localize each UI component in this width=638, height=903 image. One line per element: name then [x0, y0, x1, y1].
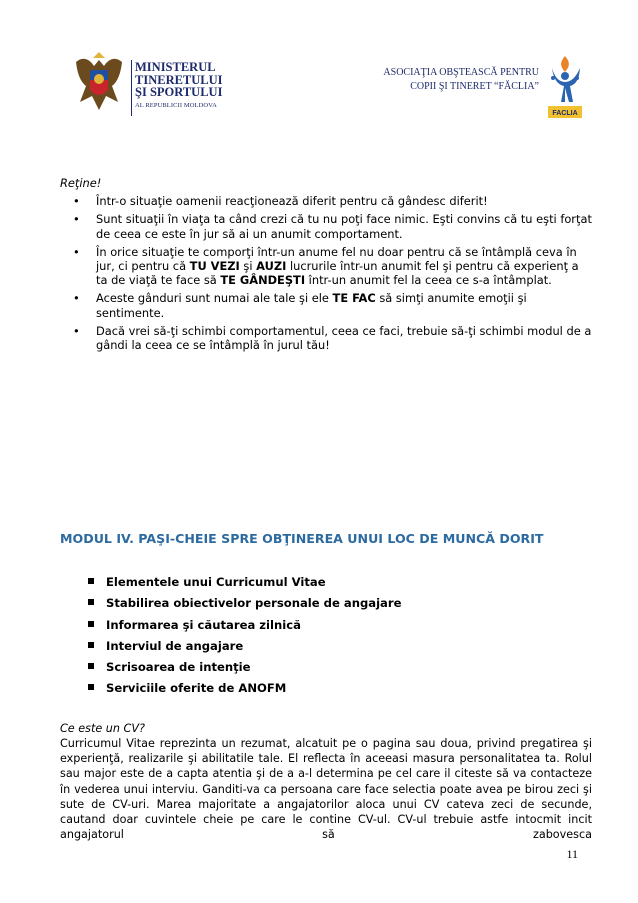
- association-line: ASOCIAŢIA OBŞTEASCĂ PENTRU: [383, 67, 539, 78]
- emphasis-text: TE GÂNDEŞTI: [220, 273, 306, 288]
- bullet-text: Într-o situaţie oamenii reacţionează diferit pentru că gândesc diferit!: [96, 194, 488, 209]
- square-bullet-icon: [88, 599, 94, 605]
- ministry-divider: [131, 60, 132, 116]
- page-header: [0, 0, 638, 130]
- module-title: MODUL IV. PAŞI-CHEIE SPRE OBŢINEREA UNUI LOC DE MUNCĂ DORIT: [60, 531, 544, 546]
- page-number: 11: [566, 847, 578, 861]
- retine-bullet-item: [60, 324, 592, 352]
- faclia-logo-icon: [544, 54, 586, 120]
- ministry-title: [135, 61, 223, 112]
- cv-question: Ce este un CV?: [60, 722, 145, 735]
- module-topic-item: [88, 639, 401, 660]
- ministry-line: TINERETULUI: [135, 72, 223, 87]
- module-topic-label: Informarea şi căutarea zilnică: [106, 617, 301, 632]
- square-bullet-icon: [88, 578, 94, 584]
- module-topic-label: Elementele unui Curricumul Vitae: [106, 575, 326, 589]
- bullet-text: Aceste gânduri sunt numai ale tale şi ele: [96, 291, 333, 306]
- module-topic-list: [88, 575, 401, 703]
- module-topic-label: Serviciile oferite de ANOFM: [106, 681, 287, 696]
- retine-bullet-item: [60, 194, 592, 208]
- module-topic-item: [88, 596, 401, 617]
- bullet-text: într-un anumit fel la ceea ce s-a întâmplat.: [305, 273, 552, 288]
- bullet-text: să simţi anumite emoţii şi sentimente.: [96, 291, 527, 320]
- emphasis-text: AUZI: [256, 259, 287, 274]
- square-bullet-icon: [88, 684, 94, 690]
- emphasis-text: TE FAC: [332, 291, 376, 306]
- retine-bullet-item: [60, 291, 592, 319]
- retine-heading: Reţine!: [60, 176, 102, 190]
- retine-bullet-item: [60, 212, 592, 240]
- module-topic-item: [88, 618, 401, 639]
- module-topic-item: [88, 575, 401, 596]
- module-topic-label: Interviul de angajare: [106, 638, 244, 653]
- module-topic-item: [88, 681, 401, 702]
- square-bullet-icon: [88, 621, 94, 627]
- logo-caption: FACLIA: [552, 110, 578, 117]
- retine-section: [60, 176, 592, 356]
- square-bullet-icon: [88, 663, 94, 669]
- moldova-coat-of-arms-icon: [74, 52, 124, 114]
- bullet-text: şi: [239, 259, 257, 274]
- bullet-text: Sunt situaţii în viaţa ta când crezi că tu nu poţi face nimic. Eşti convins că tu eşti forţat de ceea ce este în jur să ai un anumit comportament.: [96, 212, 592, 241]
- association-title: [383, 66, 539, 94]
- ministry-line: MINISTERUL: [135, 60, 216, 74]
- bullet-text: În orice situaţie te comporţi într-un anume fel nu doar pentru că se întâmplă ceva în jur, ci pentru că: [96, 244, 577, 274]
- bullet-text: lucrurile într-un anumit fel şi pentru că experienţ a ta de viaţă te face să: [96, 259, 579, 288]
- bullet-text: Dacă vrei să-ţi schimbi comportamentul, ceea ce faci, trebuie să-ţi schimbi modul de a gândi la ceea ce se întâmplă în jurul tău!: [96, 323, 592, 353]
- emphasis-text: TU VEZI: [189, 259, 240, 274]
- square-bullet-icon: [88, 642, 94, 648]
- module-topic-item: [88, 660, 401, 681]
- ministry-subtitle: AL REPUBLICII MOLDOVA: [135, 101, 217, 109]
- module-topic-label: Stabilirea obiectivelor personale de angajare: [106, 596, 402, 611]
- cv-paragraph: Curricumul Vitae reprezinta un rezumat, alcatuit pe o pagina sau doua, privind pregatirea şi experienţă, realizarile şi abilitatile tale. El reflecta în aceeasi masura personalitatea ta. Rolul sau major este de a capta atentia şi de a a-l determina pe cel care il citeste să va contacteze în vederea unui interviu. Ganditi-va ca persoana care face selectia poate avea pe birou zeci şi sute de CV-uri. Marea majoritate a angajatorilor aloca unui CV cateva zeci de secunde, cautand doar cuvintele cheie pe care le contine CV-ul. CV-ul trebuie astfe intocmit incit angajatorul să zabovesca: [60, 737, 592, 842]
- association-line: COPII ŞI TINERET “FĂCLIA”: [410, 81, 539, 92]
- ministry-line: ŞI SPORTULUI: [135, 85, 223, 99]
- retine-list: [60, 194, 592, 352]
- module-topic-label: Scrisoarea de intenţie: [106, 660, 251, 675]
- retine-bullet-item: [60, 245, 592, 288]
